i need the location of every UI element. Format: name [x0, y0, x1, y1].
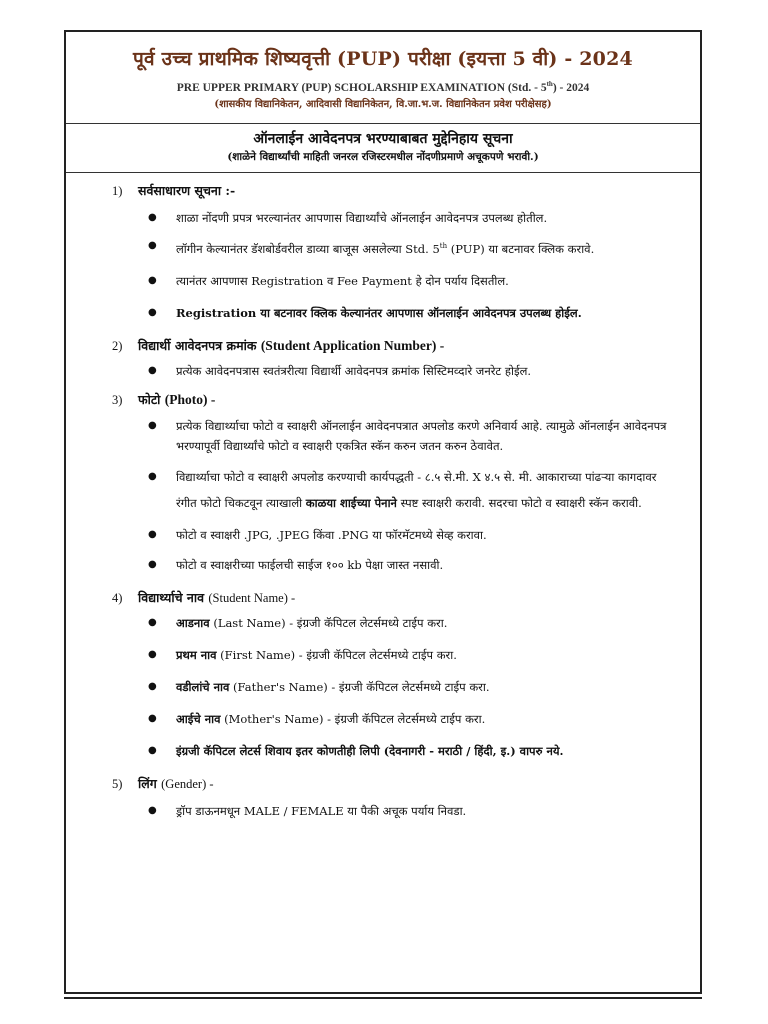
- item-text-end: (Father's Name) - इंग्रजी कॅपिटल लेटर्समध्ये टाईप करा.: [229, 679, 490, 694]
- list-item: ● त्यानंतर आपणास Registration व Fee Payment हे दोन पर्याय दिसतील.: [176, 270, 670, 292]
- subtitle-text-end: ) - 2024: [552, 81, 590, 94]
- document-header: [66, 32, 700, 124]
- list-item: [176, 708, 670, 730]
- section-heading: [112, 336, 670, 356]
- list-item: ● फोटो व स्वाक्षरीच्या फाईलची साईज १०० kb पेक्षा जास्त नसावी.: [176, 554, 670, 576]
- section-number: 4): [112, 590, 123, 605]
- list-item: ● फोटो व स्वाक्षरी .JPG, .JPEG किंवा .PNG या फॉरमॅटमध्ये सेव्ह करावा.: [176, 524, 670, 546]
- section-application-number: [112, 336, 670, 382]
- section-number: 2): [112, 338, 123, 353]
- item-text-end: (PUP) या बटनावर क्लिक करावे.: [447, 241, 595, 256]
- subtitle-text: PRE UPPER PRIMARY (PUP) SCHOLARSHIP EXAMINATION (Std. - 5: [176, 81, 547, 94]
- document-subtitle-english: [66, 76, 700, 97]
- bullet-list: [112, 416, 670, 576]
- list-item: ● Registration या बटनावर क्लिक केल्यानंतर आपणास ऑनलाईन आवेदनपत्र उपलब्ध होईल.: [176, 302, 670, 324]
- list-item: ● प्रत्येक विद्यार्थ्याचा फोटो व स्वाक्षरी ऑनलाईन आवेदनपत्रात अपलोड करणे अनिवार्य आहे. त्यामुळे ऑनलाईन आवेदनपत्र भरण्यापूर्वी विद्यार्थ्यांचे फोटो व स्वाक्षरी एकत्रित स्कॅन करुन जतन करुन ठेवावेत.: [176, 416, 670, 456]
- bullet-list: [112, 800, 670, 822]
- notice-title: ऑनलाईन आवेदनपत्र भरण्याबाबत मुद्देनिहाय सूचना: [253, 131, 513, 147]
- list-item: ● ड्रॉप डाऊनमधून MALE / FEMALE या पैकी अचूक पर्याय निवडा.: [176, 800, 670, 822]
- section-label-english: (Student Name) -: [208, 590, 296, 605]
- notice-heading: [66, 124, 700, 173]
- section-heading: [112, 181, 670, 201]
- list-item: [176, 235, 670, 260]
- item-text-end: (First Name) - इंग्रजी कॅपिटल लेटर्समध्ये टाईप करा.: [216, 647, 457, 662]
- section-number: 1): [112, 184, 123, 198]
- section-label-wrap: [138, 588, 295, 608]
- section-label: फोटो: [138, 391, 161, 407]
- section-label-english: (Gender) -: [161, 776, 214, 791]
- bottom-rule: [64, 997, 702, 999]
- section-label: लिंग: [138, 775, 157, 791]
- section-student-name: [112, 588, 670, 762]
- item-superscript: th: [439, 242, 448, 250]
- section-label-english: (Photo) -: [164, 391, 216, 407]
- item-text-end: स्पष्ट स्वाक्षरी करावी. सदरचा फोटो व स्वाक्षरी स्कॅन करावी.: [396, 495, 642, 510]
- list-item: ● शाळा नोंदणी प्रपत्र भरल्यानंतर आपणास विद्यार्थ्यांचे ऑनलाईन आवेदनपत्र उपलब्ध होतील.: [176, 207, 670, 229]
- section-label-wrap: [138, 336, 444, 356]
- document-frame: [64, 30, 702, 994]
- section-label-english: (Student Application Number) -: [260, 337, 445, 353]
- item-bold-text: प्रथम नाव: [176, 647, 217, 662]
- list-item: [176, 464, 670, 516]
- item-bold-text: आडनाव: [176, 615, 210, 630]
- notice-subtitle: (शाळेने विद्यार्थ्यांची माहिती जनरल रजिस्टरमधील नोंदणीप्रमाणे अचूकपणे भरावी.): [227, 151, 539, 163]
- section-number: 5): [112, 776, 123, 791]
- section-heading: [112, 390, 670, 410]
- item-text-end: (Mother's Name) - इंग्रजी कॅपिटल लेटर्समध्ये टाईप करा.: [220, 711, 486, 726]
- item-text: विद्यार्थ्याचा फोटो व स्वाक्षरी अपलोड करण्याची कार्यपद्धती - ८.५ से.मी. X ४.५ से. मी. आकाराच्या पांढऱ्या कागदावर रंगीत फोटो चिकटवून त्याखाली: [176, 469, 657, 510]
- section-heading: [112, 588, 670, 608]
- item-bold-text: वडीलांचे नाव: [176, 679, 230, 694]
- section-number: 3): [112, 392, 123, 407]
- section-heading: [112, 774, 670, 794]
- item-bold-text: काळया शाईच्या पेनाने: [305, 495, 397, 510]
- item-bold-text: आईचे नाव: [176, 711, 221, 726]
- bullet-list: [112, 612, 670, 762]
- list-item: [176, 676, 670, 698]
- section-label: विद्यार्थी आवेदनपत्र क्रमांक: [138, 337, 257, 353]
- list-item: [176, 644, 670, 666]
- list-item: [176, 612, 670, 634]
- document-subtitle-marathi: (शासकीय विद्यानिकेतन, आदिवासी विद्यानिकेतन, वि.जा.भ.ज. विद्यानिकेतन प्रवेश परीक्षेसह): [214, 98, 552, 110]
- section-label: विद्यार्थ्याचे नाव: [138, 589, 205, 605]
- section-label: सर्वसाधारण सूचना :-: [138, 183, 236, 198]
- section-label-wrap: [138, 390, 215, 410]
- instructions-body: [66, 181, 700, 822]
- bullet-list: [112, 360, 670, 382]
- section-general-instructions: [112, 181, 670, 324]
- list-item: ● इंग्रजी कॅपिटल लेटर्स शिवाय इतर कोणतीही लिपी (देवनागरी - मराठी / हिंदी, इ.) वापरु नये.: [176, 740, 670, 762]
- section-photo: [112, 390, 670, 576]
- item-text: लॉगीन केल्यानंतर डॅशबोर्डवरील डाव्या बाजूस असलेल्या Std. 5: [176, 241, 440, 256]
- subtitle-superscript: th: [546, 80, 553, 88]
- bullet-list: [112, 207, 670, 324]
- section-label-wrap: [138, 774, 214, 794]
- section-gender: [112, 774, 670, 822]
- document-title: पूर्व उच्च प्राथमिक शिष्यवृत्ती (PUP) परीक्षा (इयत्ता 5 वी) - 2024: [133, 48, 633, 70]
- list-item: ● प्रत्येक आवेदनपत्रास स्वतंत्ररीत्या विद्यार्थी आवेदनपत्र क्रमांक सिस्टिमव्दारे जनरेट होईल.: [176, 360, 670, 382]
- item-text-end: (Last Name) - इंग्रजी कॅपिटल लेटर्समध्ये टाईप करा.: [209, 615, 448, 630]
